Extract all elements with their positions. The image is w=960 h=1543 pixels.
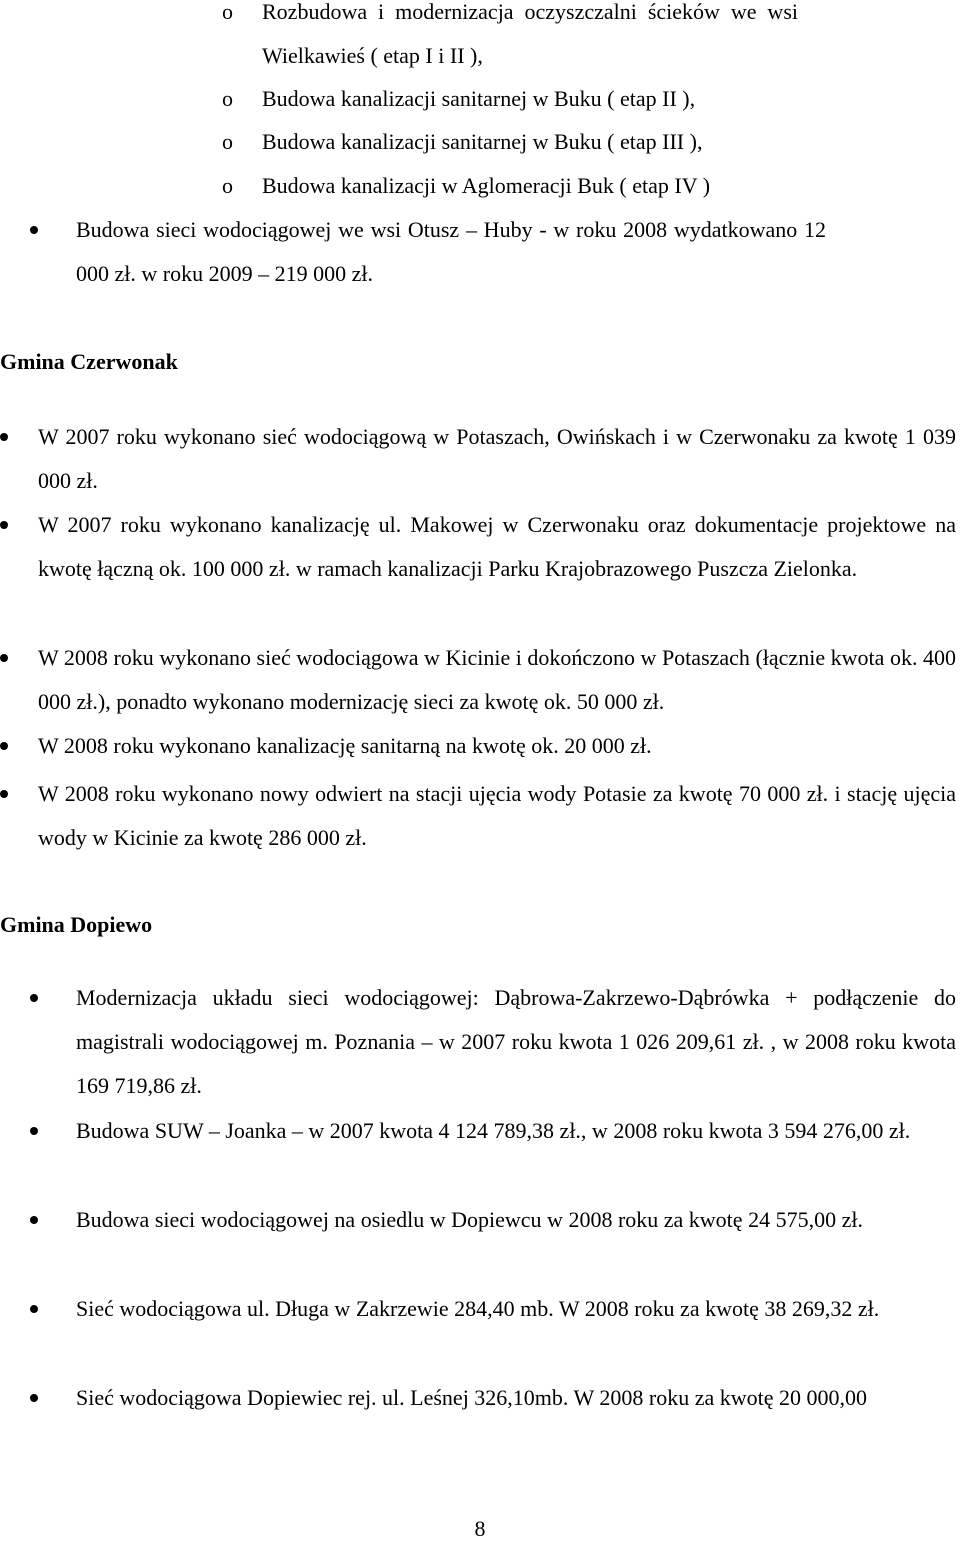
bullet-item <box>38 636 956 724</box>
sublist-item <box>222 164 822 208</box>
sublist-item-text: Budowa kanalizacji sanitarnej w Buku ( etap III ), <box>262 129 703 154</box>
bullet-dot <box>0 790 8 798</box>
bullet-item-text: W 2008 roku wykonano nowy odwiert na stacji ujęcia wody Potasie za kwotę 70 000 zł. i stację ujęcia wody w Kicinie za kwotę 286 000 zł. <box>38 781 956 850</box>
bullet-item-text: Modernizacja układu sieci wodociągowej: Dąbrowa-Zakrzewo-Dąbrówka + podłączenie do magistrali wodociągowej m. Poznania – w 2007 roku kwota 1 026 209,61 zł. , w 2008 roku kwota 169 719,86 zł. <box>76 985 956 1098</box>
bullet-dot <box>30 1394 38 1402</box>
bullet-item <box>38 772 956 860</box>
section-heading: Gmina Czerwonak <box>0 349 178 374</box>
bullet-item-text: Sieć wodociągowa Dopiewiec rej. ul. Leśnej 326,10mb. W 2008 roku za kwotę 20 000,00 <box>76 1385 868 1410</box>
bullet-dot <box>0 521 8 529</box>
sublist-item <box>222 120 822 164</box>
bullet-item-text: W 2008 roku wykonano sieć wodociągowa w Kicinie i dokończono w Potaszach (łącznie kwota ok. 400 000 zł.), ponadto wykonano modernizację sieci za kwotę ok. 50 000 zł. <box>38 645 956 714</box>
section-heading: Gmina Dopiewo <box>0 912 153 937</box>
sublist-marker: o <box>222 0 233 24</box>
sublist-marker: o <box>222 86 233 111</box>
bullet-item-text: W 2007 roku wykonano sieć wodociągową w Potaszach, Owińskach i w Czerwonaku za kwotę 1 039 000 zł. <box>38 424 956 493</box>
bullet-dot <box>30 994 38 1002</box>
bullet-item-text: Budowa sieci wodociągowej we wsi Otusz – Huby - w roku 2008 wydatkowano 12 000 zł. w roku 2009 – 219 000 zł. <box>76 217 826 286</box>
bullet-item-text: Budowa SUW – Joanka – w 2007 kwota 4 124 789,38 zł., w 2008 roku kwota 3 594 276,00 zł. <box>76 1118 911 1143</box>
bullet-dot <box>0 433 8 441</box>
page-number: 8 <box>474 1516 486 1541</box>
bullet-dot <box>30 1127 38 1135</box>
bullet-dot <box>30 1305 38 1313</box>
bullet-dot <box>0 654 8 662</box>
bullet-item <box>76 1109 956 1153</box>
sublist-item <box>222 0 798 78</box>
bullet-item <box>76 976 956 1108</box>
bullet-item <box>76 1287 956 1331</box>
bullet-item <box>76 208 826 296</box>
bullet-item-text: Budowa sieci wodociągowej na osiedlu w Dopiewcu w 2008 roku za kwotę 24 575,00 zł. <box>76 1207 863 1232</box>
bullet-item <box>38 415 956 503</box>
bullet-item-text: W 2007 roku wykonano kanalizację ul. Makowej w Czerwonaku oraz dokumentacje projektowe na kwotę łączną ok. 100 000 zł. w ramach kanalizacji Parku Krajobrazowego Puszcza Zielonka. <box>38 512 956 581</box>
sublist-item <box>222 77 822 121</box>
sublist-marker: o <box>222 129 233 154</box>
bullet-item-text: W 2008 roku wykonano kanalizację sanitarną na kwotę ok. 20 000 zł. <box>38 733 652 758</box>
sublist-item-text: Budowa kanalizacji sanitarnej w Buku ( etap II ), <box>262 86 696 111</box>
bullet-dot <box>0 742 8 750</box>
bullet-item <box>76 1198 956 1242</box>
bullet-dot <box>30 1216 38 1224</box>
bullet-item <box>38 503 956 591</box>
bullet-item-text: Sieć wodociągowa ul. Długa w Zakrzewie 284,40 mb. W 2008 roku za kwotę 38 269,32 zł. <box>76 1296 880 1321</box>
sublist-marker: o <box>222 173 233 198</box>
bullet-item <box>38 724 956 768</box>
bullet-item <box>76 1376 956 1420</box>
sublist-item-text: Rozbudowa i modernizacja oczyszczalni ścieków we wsi Wielkawieś ( etap I i II ), <box>262 0 798 68</box>
bullet-dot <box>30 226 38 234</box>
sublist-item-text: Budowa kanalizacji w Aglomeracji Buk ( etap IV ) <box>262 173 711 198</box>
